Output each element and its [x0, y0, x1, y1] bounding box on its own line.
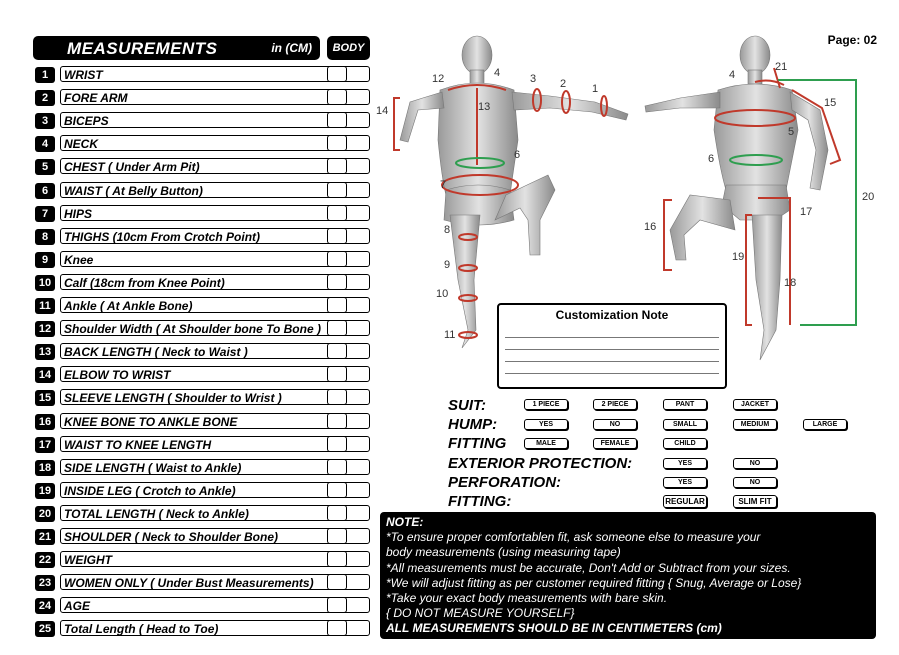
hump-label: HUMP: — [448, 416, 498, 433]
svg-text:18: 18 — [784, 277, 797, 289]
measurement-label: WRIST — [60, 66, 347, 82]
hump-large-option[interactable]: LARGE — [803, 419, 847, 430]
note-line — [505, 337, 719, 338]
svg-text:11: 11 — [444, 329, 456, 341]
suit-label: SUIT: — [448, 397, 487, 414]
body-value-field[interactable] — [327, 182, 370, 198]
measurement-row — [33, 251, 373, 269]
svg-text:20: 20 — [862, 191, 875, 203]
body-value-field[interactable] — [327, 112, 370, 128]
measurement-row — [33, 366, 373, 384]
measurement-label: WAIST TO KNEE LENGTH — [60, 436, 347, 452]
measurement-label: Calf (18cm from Knee Point) — [60, 274, 347, 290]
body-value-field[interactable] — [327, 66, 370, 82]
measurement-row — [33, 112, 373, 130]
svg-text:6: 6 — [514, 149, 521, 161]
measurement-label: WEIGHT — [60, 551, 347, 567]
svg-text:8: 8 — [444, 224, 451, 236]
body-column-header: BODY — [327, 36, 370, 60]
row-number: 23 — [35, 575, 55, 591]
row-number: 14 — [35, 367, 55, 383]
perforation-no-option[interactable]: NO — [733, 477, 777, 488]
svg-text:7: 7 — [440, 179, 447, 191]
fitting-regular-option[interactable]: REGULAR — [663, 495, 707, 508]
svg-text:12: 12 — [432, 73, 445, 85]
fitting-label: FITTING — [448, 435, 507, 452]
svg-text:4: 4 — [729, 69, 736, 81]
note-line-5: *Take your exact body measurements with bare skin. — [386, 591, 668, 606]
body-value-field[interactable] — [327, 482, 370, 498]
measurement-label: KNEE BONE TO ANKLE BONE — [60, 413, 347, 429]
svg-text:16: 16 — [644, 221, 657, 233]
measurement-label: SLEEVE LENGTH ( Shoulder to Wrist ) — [60, 389, 347, 405]
row-number: 13 — [35, 344, 55, 360]
measurement-row — [33, 274, 373, 292]
measurement-label: Total Length ( Head to Toe) — [60, 620, 347, 636]
measurement-row — [33, 597, 373, 615]
fitting-male-option[interactable]: MALE — [524, 438, 568, 449]
note-line — [505, 349, 719, 350]
measurement-row — [33, 66, 373, 84]
measurement-row — [33, 228, 373, 246]
body-value-field[interactable] — [327, 459, 370, 475]
table-unit: in (CM) — [271, 41, 312, 55]
fitting-child-option[interactable]: CHILD — [663, 438, 707, 449]
measurement-row — [33, 505, 373, 523]
row-number: 10 — [35, 275, 55, 291]
svg-text:17: 17 — [800, 206, 813, 218]
row-number: 3 — [35, 113, 55, 129]
body-value-field[interactable] — [327, 343, 370, 359]
measurement-row — [33, 297, 373, 315]
note-line — [505, 373, 719, 374]
measurement-label: BACK LENGTH ( Neck to Waist ) — [60, 343, 347, 359]
hump-medium-option[interactable]: MEDIUM — [733, 419, 777, 430]
measurement-label: AGE — [60, 597, 347, 613]
measurement-row — [33, 482, 373, 500]
row-number: 22 — [35, 552, 55, 568]
note-line-7: ALL MEASUREMENTS SHOULD BE IN CENTIMETERS (cm) — [386, 621, 722, 636]
note-line — [505, 361, 719, 362]
measurement-label: Knee — [60, 251, 347, 267]
svg-text:19: 19 — [732, 251, 745, 263]
row-number: 9 — [35, 252, 55, 268]
svg-text:9: 9 — [444, 259, 451, 271]
body-value-field[interactable] — [327, 205, 370, 221]
body-value-field[interactable] — [327, 366, 370, 382]
measurement-row — [33, 205, 373, 223]
measurement-label: TOTAL LENGTH ( Neck to Ankle) — [60, 505, 347, 521]
body-value-field[interactable] — [327, 297, 370, 313]
row-number: 7 — [35, 206, 55, 222]
suit-pant-option[interactable]: PANT — [663, 399, 707, 410]
fitting-type-label: FITTING: — [448, 493, 512, 510]
notes-title: NOTE: — [386, 515, 424, 529]
measurement-label: SIDE LENGTH ( Waist to Ankle) — [60, 459, 347, 475]
measurement-label: THIGHS (10cm From Crotch Point) — [60, 228, 347, 244]
note-line-6: { DO NOT MEASURE YOURSELF} — [386, 606, 575, 621]
body-value-field[interactable] — [327, 320, 370, 336]
suit-1-piece-option[interactable]: 1 PIECE — [524, 399, 568, 410]
exterior-yes-option[interactable]: YES — [663, 458, 707, 469]
row-number: 19 — [35, 483, 55, 499]
body-value-field[interactable] — [327, 505, 370, 521]
row-number: 17 — [35, 437, 55, 453]
table-title: MEASUREMENTS — [67, 39, 218, 58]
row-number: 6 — [35, 183, 55, 199]
measurement-row — [33, 320, 373, 338]
measurement-label: ELBOW TO WRIST — [60, 366, 347, 382]
body-value-field[interactable] — [327, 551, 370, 567]
body-value-field[interactable] — [327, 274, 370, 290]
row-number: 8 — [35, 229, 55, 245]
body-value-field[interactable] — [327, 620, 370, 636]
svg-text:3: 3 — [530, 73, 537, 85]
body-value-field[interactable] — [327, 574, 370, 590]
body-value-field[interactable] — [327, 228, 370, 244]
measurement-row — [33, 389, 373, 407]
hump-small-option[interactable]: SMALL — [663, 419, 707, 430]
svg-text:1: 1 — [592, 83, 599, 95]
measurement-row — [33, 182, 373, 200]
row-number: 12 — [35, 321, 55, 337]
note-line-3: *All measurements must be accurate, Don't Add or Subtract from your sizes. — [386, 560, 791, 575]
note-line-2: body measurements (using measuring tape) — [386, 545, 621, 560]
measurement-row — [33, 528, 373, 546]
notes-panel — [380, 512, 876, 639]
measurement-label: WOMEN ONLY ( Under Bust Measurements) — [60, 574, 347, 590]
measurement-row — [33, 89, 373, 107]
perforation-label: PERFORATION: — [448, 474, 562, 491]
measurement-label: Shoulder Width ( At Shoulder bone To Bone ) — [60, 320, 347, 336]
row-number: 18 — [35, 460, 55, 476]
body-value-field[interactable] — [327, 135, 370, 151]
page-number: Page: 02 — [827, 33, 877, 47]
measurement-label: INSIDE LEG ( Crotch to Ankle) — [60, 482, 347, 498]
measurement-label: BICEPS — [60, 112, 347, 128]
measurement-row — [33, 620, 373, 638]
measurement-label: FORE ARM — [60, 89, 347, 105]
fitting-slim-option[interactable]: SLIM FIT — [733, 495, 777, 508]
customization-note-box[interactable] — [497, 303, 727, 389]
customization-note-title: Customization Note — [555, 308, 669, 322]
body-value-field[interactable] — [327, 389, 370, 405]
row-number: 20 — [35, 506, 55, 522]
body-value-field[interactable] — [327, 251, 370, 267]
row-number: 11 — [35, 298, 55, 314]
row-number: 4 — [35, 136, 55, 152]
measurement-label: NECK — [60, 135, 347, 151]
svg-text:6: 6 — [708, 153, 715, 165]
svg-text:2: 2 — [560, 78, 567, 90]
row-number: 25 — [35, 621, 55, 637]
hump-no-option[interactable]: NO — [593, 419, 637, 430]
table-header — [33, 36, 320, 60]
measurement-label: CHEST ( Under Arm Pit) — [60, 158, 347, 174]
perforation-yes-option[interactable]: YES — [663, 477, 707, 488]
measurement-label: SHOULDER ( Neck to Shoulder Bone) — [60, 528, 347, 544]
measurement-row — [33, 459, 373, 477]
svg-text:5: 5 — [788, 126, 795, 138]
body-value-field[interactable] — [327, 597, 370, 613]
row-number: 1 — [35, 67, 55, 83]
body-value-field[interactable] — [327, 413, 370, 429]
svg-text:14: 14 — [376, 105, 389, 117]
svg-text:13: 13 — [478, 101, 491, 113]
row-number: 2 — [35, 90, 55, 106]
hump-yes-option[interactable]: YES — [524, 419, 568, 430]
exterior-no-option[interactable]: NO — [733, 458, 777, 469]
row-number: 16 — [35, 414, 55, 430]
suit-2-piece-option[interactable]: 2 PIECE — [593, 399, 637, 410]
svg-text:15: 15 — [824, 97, 837, 109]
svg-text:21: 21 — [775, 61, 788, 73]
svg-text:10: 10 — [436, 288, 449, 300]
exterior-protection-label: EXTERIOR PROTECTION: — [448, 455, 633, 472]
row-number: 5 — [35, 159, 55, 175]
row-number: 15 — [35, 390, 55, 406]
measurement-row — [33, 574, 373, 592]
measurement-row — [33, 436, 373, 454]
measurement-row — [33, 551, 373, 569]
measurement-row — [33, 343, 373, 361]
note-line-1: *To ensure proper comfortablen fit, ask someone else to measure your — [386, 530, 761, 545]
body-value-field[interactable] — [327, 436, 370, 452]
fitting-female-option[interactable]: FEMALE — [593, 438, 637, 449]
suit-jacket-option[interactable]: JACKET — [733, 399, 777, 410]
body-value-field[interactable] — [327, 528, 370, 544]
measurement-label: WAIST ( At Belly Button) — [60, 182, 347, 198]
body-value-field[interactable] — [327, 89, 370, 105]
note-line-4: *We will adjust fitting as per customer required fitting { Snug, Average or Lose} — [386, 575, 802, 590]
body-value-field[interactable] — [327, 158, 370, 174]
row-number: 21 — [35, 529, 55, 545]
measurement-label: HIPS — [60, 205, 347, 221]
measurement-label: Ankle ( At Ankle Bone) — [60, 297, 347, 313]
svg-text:4: 4 — [494, 67, 501, 79]
measurement-row — [33, 158, 373, 176]
measurement-row — [33, 413, 373, 431]
measurement-row — [33, 135, 373, 153]
row-number: 24 — [35, 598, 55, 614]
